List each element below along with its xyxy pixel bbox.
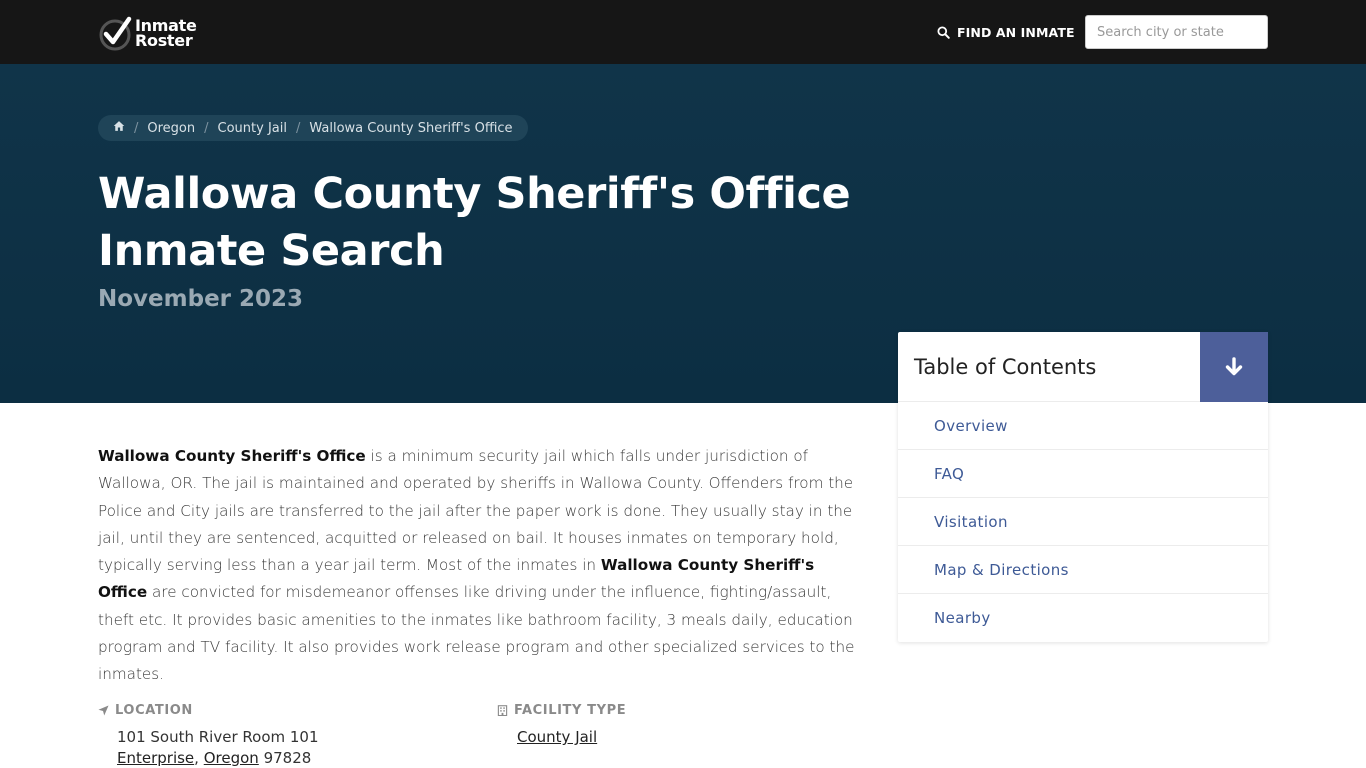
top-navbar (0, 0, 1366, 64)
page-title-line-1: Wallowa County Sheriff's Office (98, 169, 851, 219)
find-inmate-link[interactable] (937, 22, 1075, 42)
breadcrumb-item-county-jail[interactable]: County Jail (217, 120, 287, 136)
location-city-line (117, 749, 311, 767)
page-title-line-2: Inmate Search (98, 226, 445, 276)
breadcrumb-home[interactable] (113, 120, 125, 136)
intro-text-1: is a minimum security jail which falls under jurisdiction of Wallowa, OR. The jail is maintained and operated by sheriffs in Wallowa County. Offenders from the Police and City jails are transferred to the jail after the paper work is done. They usually stay in the jail, until they are sentenced, acquitted or released on bail. It houses inmates on temporary hold, typically serving less than a year jail term. Most of the inmates in (98, 447, 854, 575)
location-label (98, 703, 193, 718)
checkmark-logo-icon (98, 15, 134, 51)
breadcrumb-item-oregon[interactable]: Oregon (147, 120, 196, 136)
logo-line-2: Roster (135, 31, 193, 50)
toc-item-overview[interactable]: Overview (898, 402, 1268, 450)
breadcrumb-item-current[interactable]: Wallowa County Sheriff's Office (309, 120, 513, 136)
toc-item-faq[interactable]: FAQ (898, 450, 1268, 498)
location-comma: , (194, 749, 199, 767)
location-zip: 97828 (263, 749, 312, 767)
building-icon (497, 705, 508, 716)
facility-type-label-text: FACILITY TYPE (514, 703, 627, 718)
facility-name: Wallowa County Sheriff's Office (98, 556, 815, 602)
page-date: November 2023 (98, 286, 304, 312)
toc-title: Table of Contents (914, 354, 1097, 379)
page-title (98, 166, 898, 280)
logo-line-1: Inmate (135, 16, 197, 35)
breadcrumb-separator: / (204, 120, 209, 136)
arrow-down-icon (1224, 357, 1244, 377)
facility-type-link[interactable]: County Jail (517, 728, 598, 746)
breadcrumb-separator: / (295, 120, 301, 136)
site-logo[interactable] (98, 14, 197, 52)
toc-toggle-button[interactable] (1200, 332, 1268, 402)
logo-text (135, 18, 197, 48)
toc-item-visitation[interactable]: Visitation (898, 498, 1268, 546)
intro-text-2: are convicted for misdemeanor offenses like driving under the influence, fighting/assault, theft etc. It provides basic amenities to the inmates like bathroom facility, 3 meals daily, education program and TV facility. It also provides work release program and other specialized services to the inmates. (98, 583, 855, 684)
location-state-link[interactable]: Oregon (203, 749, 259, 767)
location-street: 101 South River Room 101 (117, 728, 319, 746)
toc-item-map-directions[interactable]: Map & Directions (898, 546, 1268, 594)
location-city-link[interactable]: Enterprise (117, 749, 195, 767)
location-label-text: LOCATION (115, 703, 193, 718)
facility-name: Wallowa County Sheriff's Office (98, 447, 366, 465)
table-of-contents (898, 332, 1268, 642)
breadcrumb (98, 115, 528, 141)
facility-type-label (497, 703, 626, 718)
location-arrow-icon (98, 705, 109, 716)
toc-item-nearby[interactable]: Nearby (934, 609, 991, 627)
breadcrumb-separator: / (134, 120, 139, 136)
facility-type-line (517, 728, 597, 746)
search-icon (937, 26, 950, 39)
intro-paragraph (98, 443, 866, 689)
home-icon (113, 120, 125, 132)
find-inmate-label: FIND AN INMATE (957, 24, 1075, 40)
toc-header (898, 332, 1268, 402)
search-input[interactable] (1085, 15, 1268, 49)
